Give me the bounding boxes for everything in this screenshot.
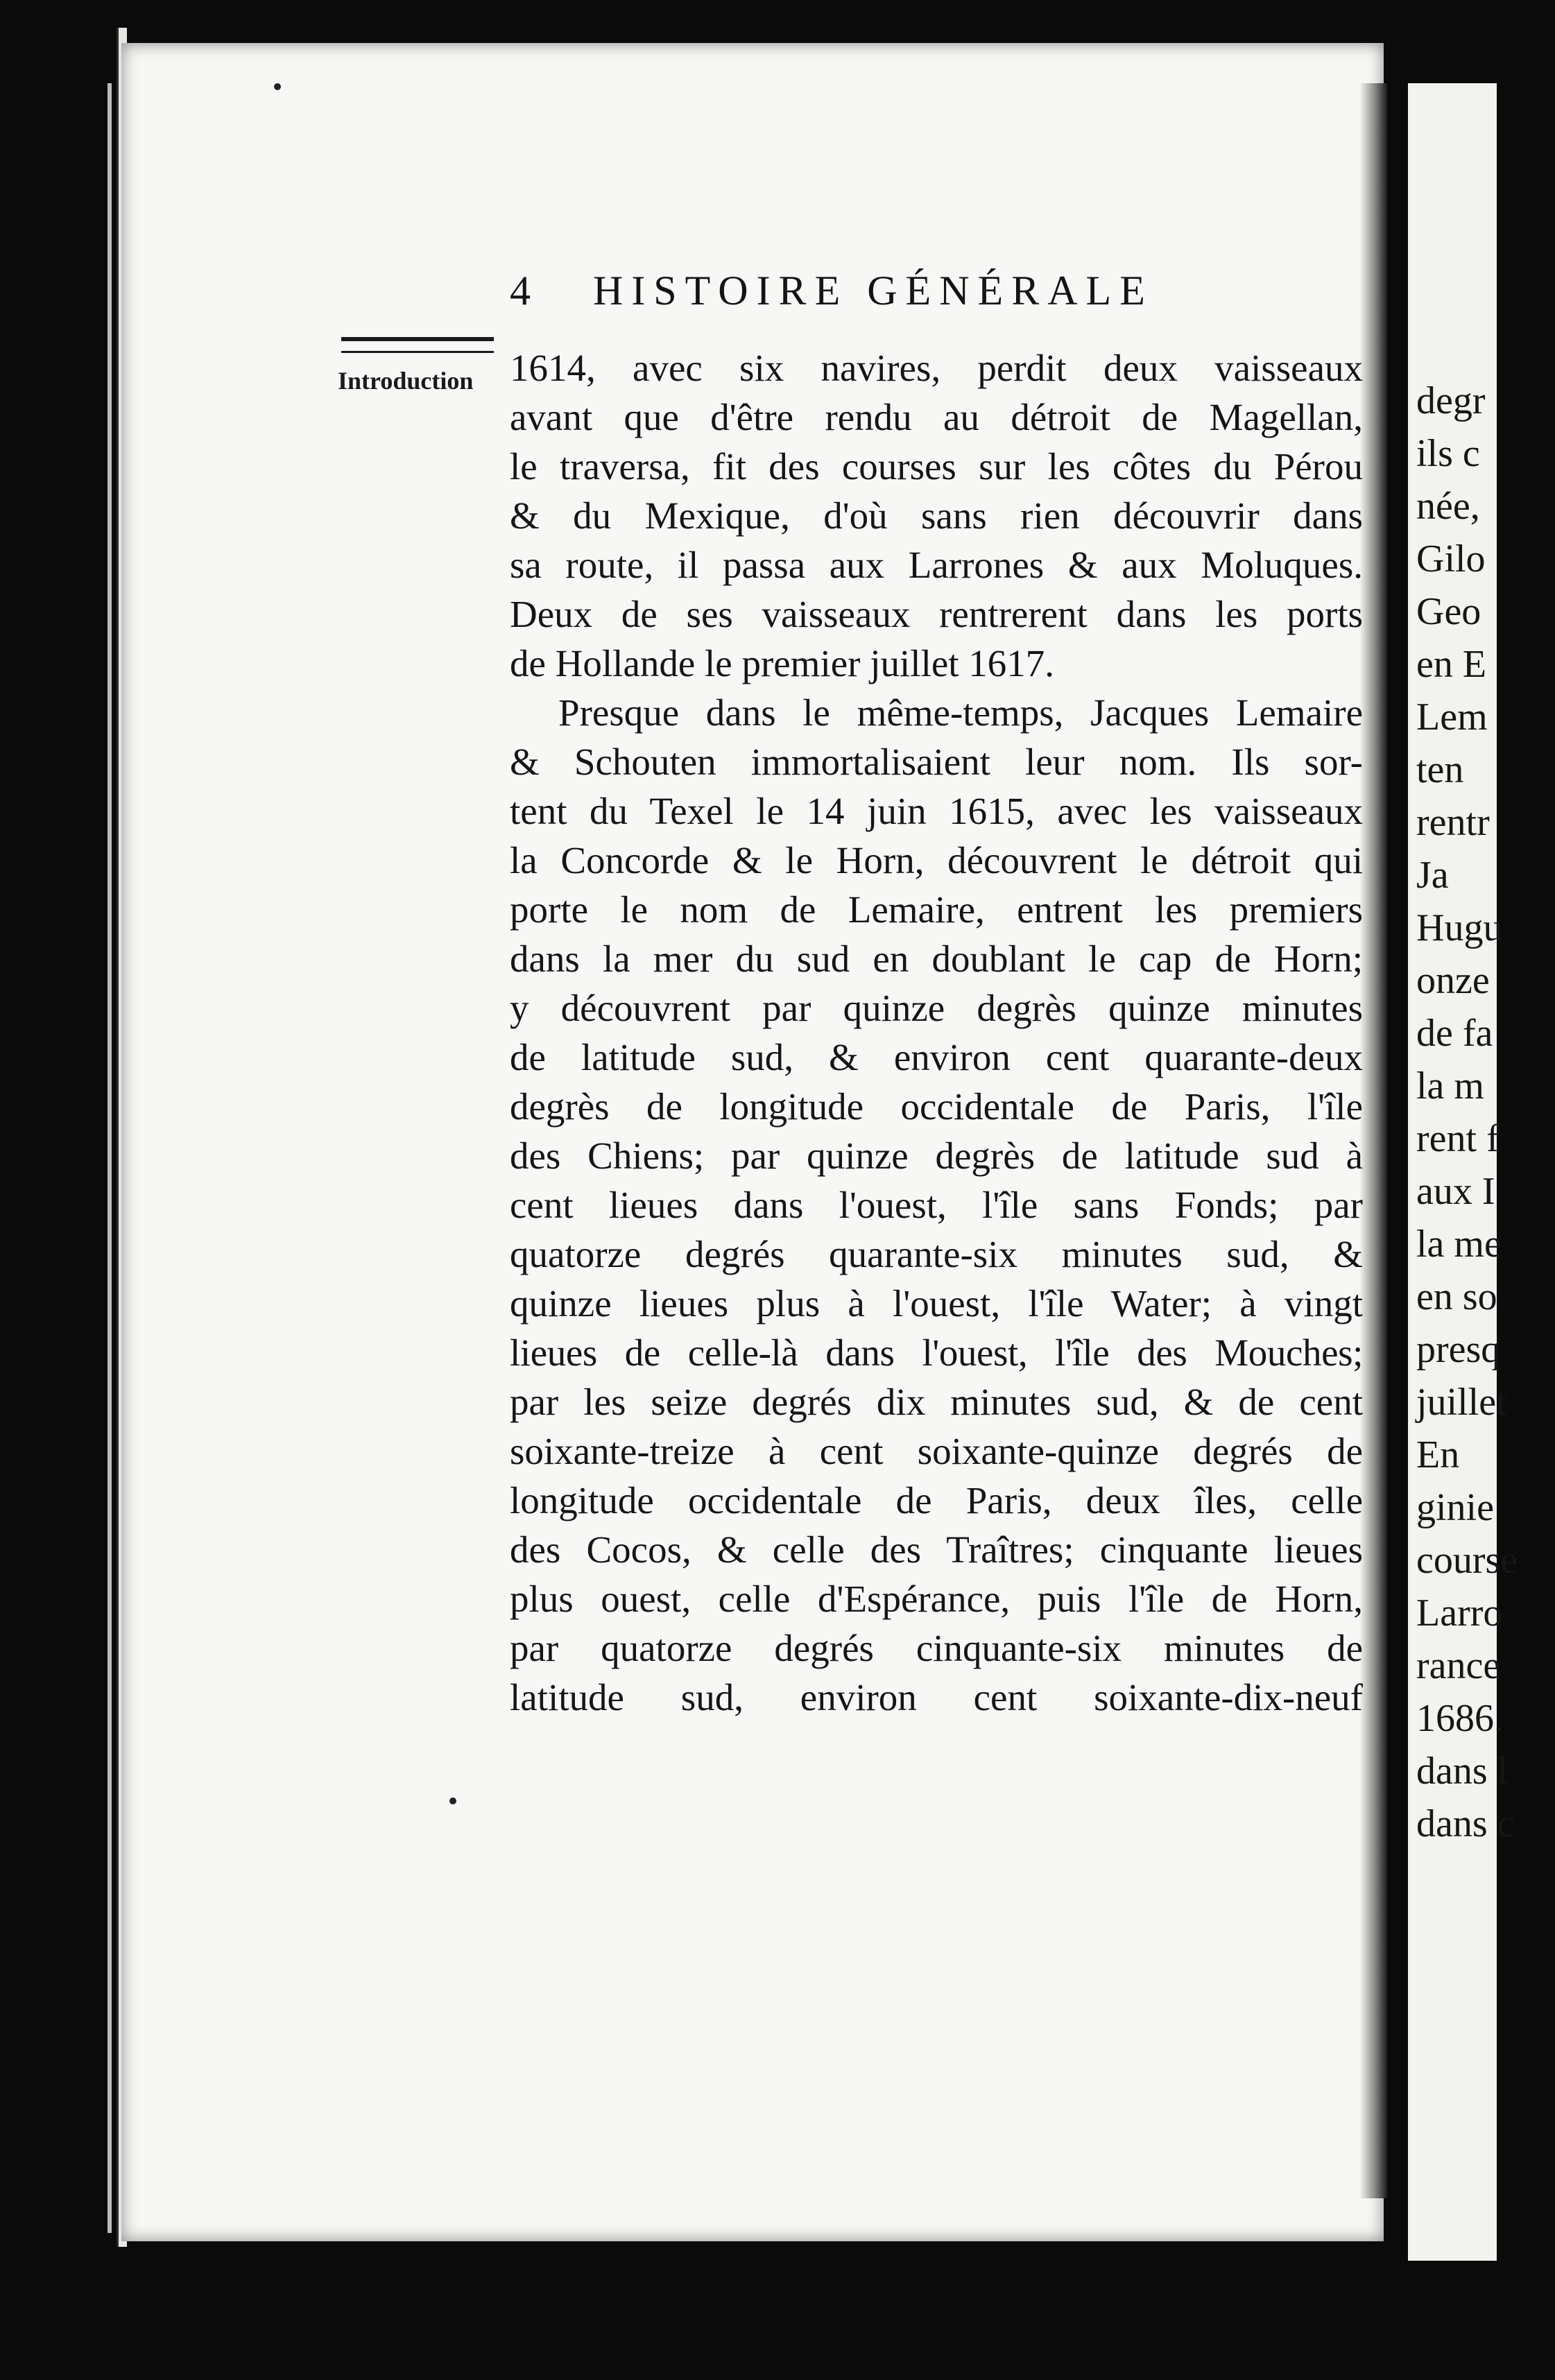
facing-text-line: juillet — [1416, 1381, 1507, 1424]
text-line: Presque dans le même-temps, Jacques Lemaire — [558, 691, 1363, 734]
text-line: & du Mexique, d'où sans rien découvrir dans — [510, 494, 1363, 537]
facing-text-line: de fa — [1416, 1012, 1493, 1055]
facing-text-line: Geo — [1416, 590, 1481, 633]
facing-text-line: la me — [1416, 1223, 1502, 1266]
facing-page — [1408, 83, 1518, 2261]
text-line: Deux de ses vaisseaux rentrerent dans les ports — [510, 593, 1363, 635]
facing-text-line: rent f — [1416, 1117, 1500, 1160]
text-line: tent du Texel le 14 juin 1615, avec les vaisseaux — [510, 790, 1363, 832]
underlying-page-edge — [108, 83, 112, 2233]
facing-text-line: 1686. — [1416, 1697, 1504, 1740]
page-number: 4 — [510, 268, 531, 313]
facing-text-line: rance — [1416, 1644, 1501, 1687]
margin-note: Introduction — [338, 367, 474, 395]
facing-text-line: Lem — [1416, 696, 1488, 739]
facing-text-line: Hugu — [1416, 906, 1503, 949]
speck — [274, 83, 281, 90]
text-line: latitude sud, environ cent soixante-dix-neuf — [510, 1676, 1363, 1718]
running-head — [510, 267, 1273, 315]
book-gutter — [1359, 83, 1387, 2198]
facing-text-line: ten — [1416, 748, 1464, 791]
facing-text-line: onze — [1416, 959, 1490, 1002]
text-line: de Hollande le premier juillet 1617. — [510, 642, 1055, 684]
text-line: soixante-treize à cent soixante-quinze degrés de — [510, 1430, 1363, 1472]
text-line: & Schouten immortalisaient leur nom. Ils sor- — [510, 741, 1363, 783]
facing-text-line: née, — [1416, 485, 1480, 528]
facing-text-line: course — [1416, 1539, 1518, 1582]
margin-rule — [341, 337, 494, 353]
facing-text-line: En — [1416, 1433, 1460, 1476]
text-line: des Cocos, & celle des Traîtres; cinquante lieues — [510, 1528, 1363, 1571]
text-line: par quatorze degrés cinquante-six minutes de — [510, 1627, 1363, 1669]
text-line: quinze lieues plus à l'ouest, l'île Water; à vingt — [510, 1282, 1363, 1325]
text-line: cent lieues dans l'ouest, l'île sans Fonds; par — [510, 1184, 1363, 1226]
running-head-title: HISTOIRE GÉNÉRALE — [593, 268, 1153, 313]
text-line: le traversa, fit des courses sur les côtes du Pérou — [510, 445, 1363, 488]
body-text — [510, 343, 1363, 1722]
text-line: la Concorde & le Horn, découvrent le détroit qui — [510, 839, 1363, 881]
facing-text-line: Larro — [1416, 1592, 1503, 1635]
text-line: par les seize degrés dix minutes sud, & de cent — [510, 1381, 1363, 1423]
facing-text-line: Gilo — [1416, 537, 1486, 580]
facing-text-line: en so — [1416, 1275, 1497, 1318]
facing-text-line: ils c — [1416, 432, 1480, 475]
facing-text-line: aux I — [1416, 1170, 1495, 1213]
facing-text-line: la m — [1416, 1064, 1484, 1107]
text-line: longitude occidentale de Paris, deux îles, celle — [510, 1479, 1363, 1521]
text-line: lieues de celle-là dans l'ouest, l'île des Mouches; — [510, 1331, 1363, 1374]
text-line: plus ouest, celle d'Espérance, puis l'île de Horn, — [510, 1578, 1363, 1620]
text-line: avant que d'être rendu au détroit de Magellan, — [510, 396, 1363, 438]
text-line: 1614, avec six navires, perdit deux vaisseaux — [510, 347, 1363, 389]
facing-text-line: Ja — [1416, 854, 1449, 897]
speck — [449, 1797, 456, 1804]
facing-page-text — [1416, 374, 1555, 1850]
text-line: dans la mer du sud en doublant le cap de Horn; — [510, 938, 1363, 980]
facing-text-line: degr — [1416, 379, 1486, 422]
facing-text-line: dans c — [1416, 1802, 1515, 1845]
text-line: y découvrent par quinze degrès quinze minutes — [510, 987, 1363, 1029]
text-line: des Chiens; par quinze degrès de latitude sud à — [510, 1135, 1363, 1177]
facing-text-line: ginie — [1416, 1486, 1494, 1529]
facing-text-line: presq — [1416, 1328, 1501, 1371]
facing-text-line: rentr — [1416, 801, 1490, 844]
text-line: porte le nom de Lemaire, entrent les premiers — [510, 888, 1363, 931]
text-line: sa route, il passa aux Larrones & aux Moluques. — [510, 544, 1363, 586]
text-line: quatorze degrés quarante-six minutes sud, & — [510, 1233, 1363, 1275]
text-line: degrès de longitude occidentale de Paris, l'île — [510, 1085, 1363, 1128]
text-line: de latitude sud, & environ cent quarante-deux — [510, 1036, 1363, 1078]
facing-text-line: dans l — [1416, 1750, 1509, 1793]
facing-text-line: en E — [1416, 643, 1487, 686]
